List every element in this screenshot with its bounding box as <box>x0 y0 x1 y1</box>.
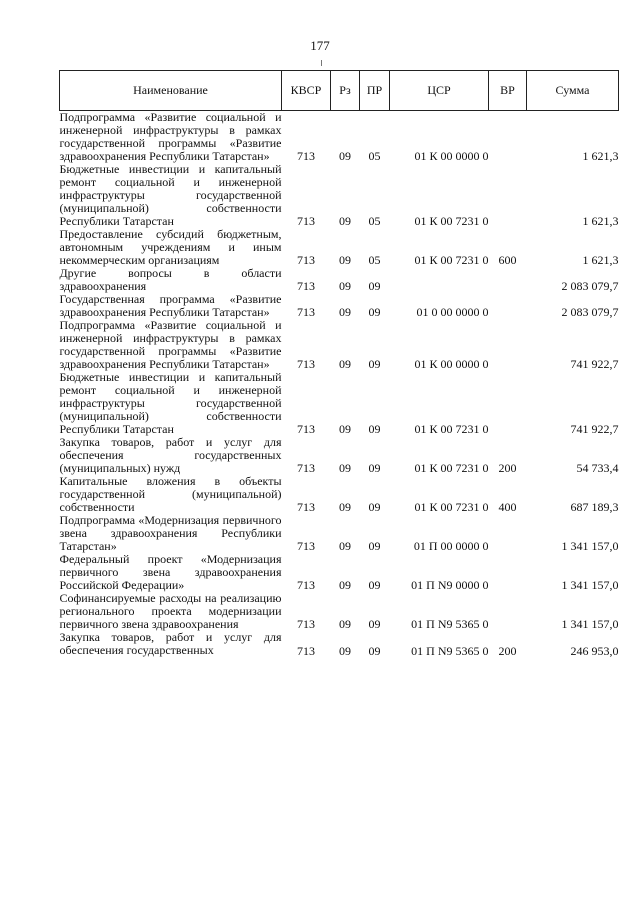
row-name: Капитальные вложения в объекты государственной (муниципальной) собственности <box>59 474 282 514</box>
row-rz: 09 <box>339 149 351 163</box>
header-kvsr: КВСР <box>282 71 331 111</box>
row-kvsr: 713 <box>297 578 315 592</box>
row-pr: 09 <box>368 305 381 319</box>
row-csr: 01 0 00 0000 0 <box>416 305 489 319</box>
table-row <box>60 163 619 228</box>
row-name: Подпрограмма «Модернизация первичного звена здравоохранения Республики Татарстан» <box>59 513 282 553</box>
row-name: Государственная программа «Развитие здравоохранения Республики Татарстан» <box>59 292 282 319</box>
table-row <box>60 631 619 658</box>
table-row <box>60 436 619 475</box>
row-csr: 01 К 00 7231 0 <box>414 461 489 475</box>
row-kvsr: 713 <box>297 500 315 514</box>
row-csr: 01 К 00 7231 0 <box>414 422 489 436</box>
row-vr <box>489 553 527 592</box>
row-name: Софинансируемые расходы на реализацию регионального проекта модернизации первичного звена здравоохранения <box>59 591 282 631</box>
row-rz: 09 <box>339 539 351 553</box>
row-kvsr: 713 <box>297 644 315 658</box>
row-name: Федеральный проект «Модернизация первичного звена здравоохранения Российской Федерации» <box>59 552 282 592</box>
table-row <box>60 475 619 514</box>
row-name: Предоставление субсидий бюджетным, автономным учреждениям и иным некоммерческим организациям <box>59 227 282 267</box>
row-sum: 741 922,7 <box>570 422 619 436</box>
row-sum: 246 953,0 <box>570 644 619 658</box>
row-vr <box>489 293 527 319</box>
header-rz: Рз <box>331 71 360 111</box>
row-vr <box>489 514 527 553</box>
row-name: Закупка товаров, работ и услуг для обеспечения государственных (муниципальных) нужд <box>59 435 282 475</box>
row-vr <box>489 371 527 436</box>
row-rz: 09 <box>339 461 351 475</box>
row-name: Бюджетные инвестиции и капитальный ремонт социальной и инженерной инфраструктуры государственной (муниципальной) собственности Республики Татарстан <box>59 370 282 436</box>
row-vr <box>489 111 527 164</box>
row-name: Подпрограмма «Развитие социальной и инженерной инфраструктуры в рамках государственной программы «Развитие здравоохранения Республики Татарстан» <box>59 318 282 371</box>
row-vr <box>489 319 527 371</box>
row-sum: 741 922,7 <box>570 357 619 371</box>
row-pr: 09 <box>368 644 381 658</box>
budget-table <box>59 70 619 658</box>
row-vr <box>489 163 527 228</box>
table-row <box>60 267 619 293</box>
row-csr: 01 К 00 0000 0 <box>414 357 489 371</box>
row-kvsr: 713 <box>297 253 315 267</box>
row-kvsr: 713 <box>297 279 315 293</box>
row-rz: 09 <box>339 357 351 371</box>
row-name: Другие вопросы в области здравоохранения <box>59 266 282 293</box>
row-sum: 1 341 157,0 <box>561 617 619 631</box>
row-pr: 09 <box>368 422 381 436</box>
row-pr: 05 <box>368 149 381 163</box>
row-rz: 09 <box>339 422 351 436</box>
row-kvsr: 713 <box>297 149 315 163</box>
page-number: 177 <box>310 38 330 53</box>
row-rz: 09 <box>339 214 351 228</box>
row-sum: 2 083 079,7 <box>561 279 619 293</box>
header-pr: ПР <box>360 71 390 111</box>
row-kvsr: 713 <box>297 214 315 228</box>
row-vr <box>489 267 527 293</box>
row-sum: 1 621,3 <box>582 149 619 163</box>
row-rz: 09 <box>339 253 351 267</box>
row-vr <box>489 592 527 631</box>
row-kvsr: 713 <box>297 305 315 319</box>
row-rz: 09 <box>339 644 351 658</box>
row-csr: 01 К 00 7231 0 <box>414 214 489 228</box>
row-sum: 1 621,3 <box>582 253 619 267</box>
header-sum: Сумма <box>527 71 619 111</box>
row-kvsr: 713 <box>297 461 315 475</box>
row-csr: 01 П N9 5365 0 <box>411 617 489 631</box>
row-kvsr: 713 <box>297 539 315 553</box>
row-csr: 01 П 00 0000 0 <box>413 539 489 553</box>
row-pr: 09 <box>368 500 381 514</box>
table-header-row <box>60 71 619 111</box>
header-csr: ЦСР <box>390 71 489 111</box>
top-tick-mark <box>321 60 322 66</box>
row-sum: 687 189,3 <box>570 500 619 514</box>
table-row <box>60 293 619 319</box>
row-vr: 400 <box>498 500 517 514</box>
row-sum: 2 083 079,7 <box>561 305 619 319</box>
header-name: Наименование <box>60 71 282 111</box>
row-rz: 09 <box>339 617 351 631</box>
row-sum: 1 341 157,0 <box>561 578 619 592</box>
table-row <box>60 228 619 267</box>
row-csr: 01 К 00 7231 0 <box>414 253 489 267</box>
row-vr: 200 <box>498 644 517 658</box>
row-csr: 01 П N9 5365 0 <box>411 644 489 658</box>
table-row <box>60 514 619 553</box>
row-kvsr: 713 <box>297 617 315 631</box>
row-sum: 1 621,3 <box>582 214 619 228</box>
row-vr: 600 <box>498 253 517 267</box>
table-row <box>60 319 619 371</box>
row-kvsr: 713 <box>297 357 315 371</box>
row-vr: 200 <box>498 461 517 475</box>
row-csr: 01 К 00 0000 0 <box>414 149 489 163</box>
row-name: Бюджетные инвестиции и капитальный ремонт социальной и инженерной инфраструктуры государственной (муниципальной) собственности Республики Татарстан <box>59 162 282 228</box>
row-pr: 09 <box>368 279 381 293</box>
table-row <box>60 371 619 436</box>
row-pr: 09 <box>368 617 381 631</box>
row-rz: 09 <box>339 279 351 293</box>
row-csr <box>390 267 489 293</box>
row-pr: 05 <box>368 214 381 228</box>
table-row <box>60 592 619 631</box>
table-row <box>60 111 619 164</box>
row-csr: 01 П N9 0000 0 <box>411 578 489 592</box>
row-pr: 09 <box>368 539 381 553</box>
row-rz: 09 <box>339 500 351 514</box>
row-rz: 09 <box>339 578 351 592</box>
row-name: Подпрограмма «Развитие социальной и инженерной инфраструктуры в рамках государственной программы «Развитие здравоохранения Республики Татарстан» <box>59 110 282 163</box>
header-vr: ВР <box>489 71 527 111</box>
row-sum: 54 733,4 <box>576 461 619 475</box>
row-pr: 09 <box>368 578 381 592</box>
row-rz: 09 <box>339 305 351 319</box>
row-csr: 01 К 00 7231 0 <box>414 500 489 514</box>
table-row <box>60 553 619 592</box>
row-pr: 09 <box>368 461 381 475</box>
row-name: Закупка товаров, работ и услуг для обеспечения государственных <box>59 630 282 657</box>
row-pr: 05 <box>368 253 381 267</box>
row-sum: 1 341 157,0 <box>561 539 619 553</box>
row-pr: 09 <box>368 357 381 371</box>
row-kvsr: 713 <box>297 422 315 436</box>
